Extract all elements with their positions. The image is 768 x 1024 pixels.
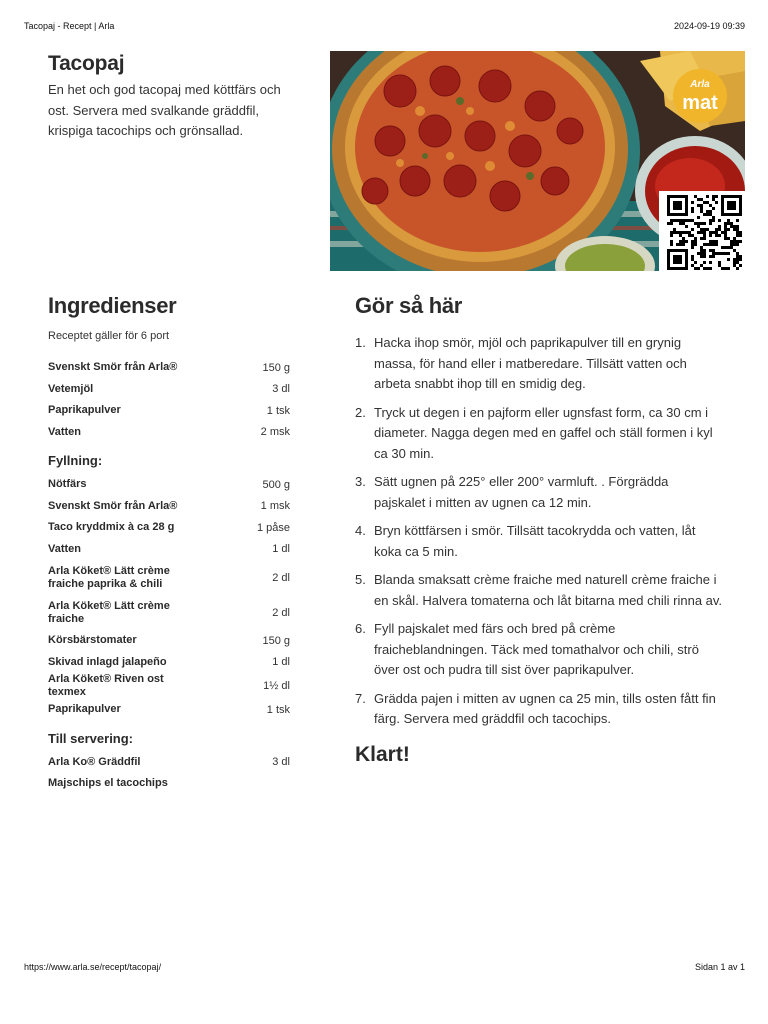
ingredient-row: [48, 539, 290, 561]
ingredient-name: Svenskt Smör från Arla®: [48, 361, 178, 374]
step-number: 5.: [355, 572, 366, 587]
step-item: [355, 521, 723, 562]
page-url: https://www.arla.se/recept/tacopaj/: [24, 962, 162, 972]
ingredient-qty: 500 g: [262, 478, 290, 491]
ingredient-name: Paprikapulver: [48, 404, 121, 417]
ingredient-name: Arla Köket® Lätt crème fraiche: [48, 599, 170, 625]
ingredient-row: [48, 357, 290, 379]
serving-group-title: Till servering:: [48, 730, 134, 746]
ingredient-qty: 1 dl: [272, 656, 290, 669]
ingredient-name: Arla Köket® Riven ost texmex: [48, 673, 164, 698]
print-timestamp: 2024-09-19 09:39: [673, 21, 745, 31]
ingredient-qty: 1½ dl: [263, 680, 290, 692]
ingredient-qty: 2 msk: [260, 426, 290, 439]
done-label: Klart!: [355, 742, 410, 766]
step-number: 2.: [355, 404, 366, 420]
step-text: Hacka ihop smör, mjöl och paprikapulver till en grynig massa, för hand eller i matberedare. Tillsätt vatten och arbeta snabbt ihop till en smidig deg.: [374, 335, 687, 391]
qr-code-icon: [659, 191, 745, 271]
ingredient-qty: 3 dl: [272, 756, 290, 769]
ingredient-name: Skivad inlagd jalapeño: [48, 655, 167, 668]
ingredient-qty: 1 påse: [256, 521, 290, 534]
ingredient-name: Taco kryddmix à ca 28 g: [48, 521, 175, 534]
ingredient-name: Majschips el tacochips: [48, 777, 168, 790]
step-item: [355, 689, 723, 730]
ingredient-qty: 2 dl: [272, 606, 290, 619]
ingredient-qty: 3 dl: [272, 383, 290, 396]
ingredient-row: [48, 379, 290, 401]
arla-mat-logo: [673, 69, 727, 123]
ingredient-row: [48, 560, 290, 595]
ingredient-group-base: [48, 357, 290, 443]
ingredient-name: Svenskt Smör från Arla®: [48, 499, 178, 512]
step-number: 3.: [355, 474, 366, 489]
ingredient-name: Vatten: [48, 425, 82, 438]
ingredient-row: [48, 699, 290, 721]
ingredient-qty: 1 tsk: [266, 703, 290, 716]
step-text: Tryck ut degen i en pajform eller ugnsfast form, ca 30 cm i diameter. Nagga degen med en gaffel och ställ formen i kyl ca 30 min.: [374, 404, 713, 461]
ingredient-row: [48, 474, 290, 496]
ingredient-qty: 150 g: [262, 361, 290, 374]
ingredient-row: [48, 630, 290, 652]
ingredient-qty: 2 dl: [272, 571, 290, 584]
step-number: 7.: [355, 690, 366, 706]
step-text: Grädda pajen i mitten av ugnen ca 25 min, tills osten fått fin färg. Servera med gräddfil och tacochips.: [374, 690, 716, 726]
ingredient-row: [48, 517, 290, 539]
ingredient-row: [48, 595, 290, 630]
ingredient-name: Vatten: [48, 542, 82, 555]
ingredient-row: [48, 752, 290, 774]
step-text: Fyll pajskalet med färs och bred på crème fraicheblandningen. Täck med tomathalvor och chili, strö över ost och pudra till sist över paprikapulver.: [374, 621, 699, 677]
print-header: [24, 21, 745, 31]
page-number: Sidan 1 av 1: [694, 962, 745, 972]
ingredient-name: Paprikapulver: [48, 703, 121, 716]
step-item: [355, 333, 723, 395]
servings-text: Receptet gäller för 6 port: [48, 330, 170, 342]
ingredient-name: Körsbärstomater: [48, 634, 137, 647]
step-item: [355, 403, 723, 465]
step-item: [355, 570, 723, 611]
ingredient-name: Vetemjöl: [48, 382, 94, 395]
doc-title: Tacopaj - Recept | Arla: [24, 21, 115, 31]
ingredient-qty: 150 g: [262, 634, 290, 647]
recipe-intro: [48, 52, 298, 142]
step-number: 1.: [355, 335, 366, 350]
logo-mat-text: mat: [682, 92, 718, 114]
recipe-photo: [330, 51, 745, 271]
step-number: 6.: [355, 621, 366, 636]
ingredient-row: [48, 773, 290, 795]
ingredient-row: [48, 496, 290, 518]
filling-group-title: Fyllning:: [48, 453, 103, 468]
instructions-title: Gör så här: [355, 293, 463, 318]
ingredient-qty: 1 msk: [260, 500, 290, 513]
ingredient-row: [48, 673, 290, 699]
recipe-title: Tacopaj: [48, 52, 125, 75]
ingredient-row: [48, 400, 290, 422]
ingredient-qty: 1 dl: [272, 543, 290, 556]
ingredient-name: Nötfärs: [48, 478, 87, 491]
ingredient-group-filling: [48, 474, 290, 721]
ingredient-row: [48, 652, 290, 674]
ingredient-name: Arla Ko® Gräddfil: [48, 755, 141, 768]
ingredients-section: [48, 293, 290, 795]
recipe-description: En het och god tacopaj med köttfärs och ost. Servera med svalkande gräddfil, krispiga tacochips och grönsallad.: [48, 82, 281, 138]
step-text: Blanda smaksatt crème fraiche med naturell crème fraiche i en skål. Halvera tomaterna och låt bitarna med chili rinna av.: [374, 572, 723, 608]
step-number: 4.: [355, 523, 366, 538]
logo-arla-text: Arla: [690, 79, 710, 90]
step-text: Bryn köttfärsen i smör. Tillsätt tacokrydda och vatten, låt koka ca 5 min.: [374, 523, 696, 559]
ingredient-qty: 1 tsk: [266, 404, 290, 417]
step-text: Sätt ugnen på 225° eller 200° varmluft. . Förgrädda pajskalet i mitten av ugnen ca 12 min.: [374, 474, 669, 510]
ingredient-group-serving: [48, 752, 290, 795]
ingredients-title: Ingredienser: [48, 293, 177, 318]
ingredient-name: Arla Köket® Lätt crème fraiche paprika & chili: [48, 564, 170, 590]
print-footer: [24, 962, 745, 972]
step-item: [355, 472, 723, 513]
ingredient-row: [48, 422, 290, 444]
steps-list: [355, 333, 723, 730]
instructions-section: [355, 293, 723, 767]
step-item: [355, 619, 723, 681]
